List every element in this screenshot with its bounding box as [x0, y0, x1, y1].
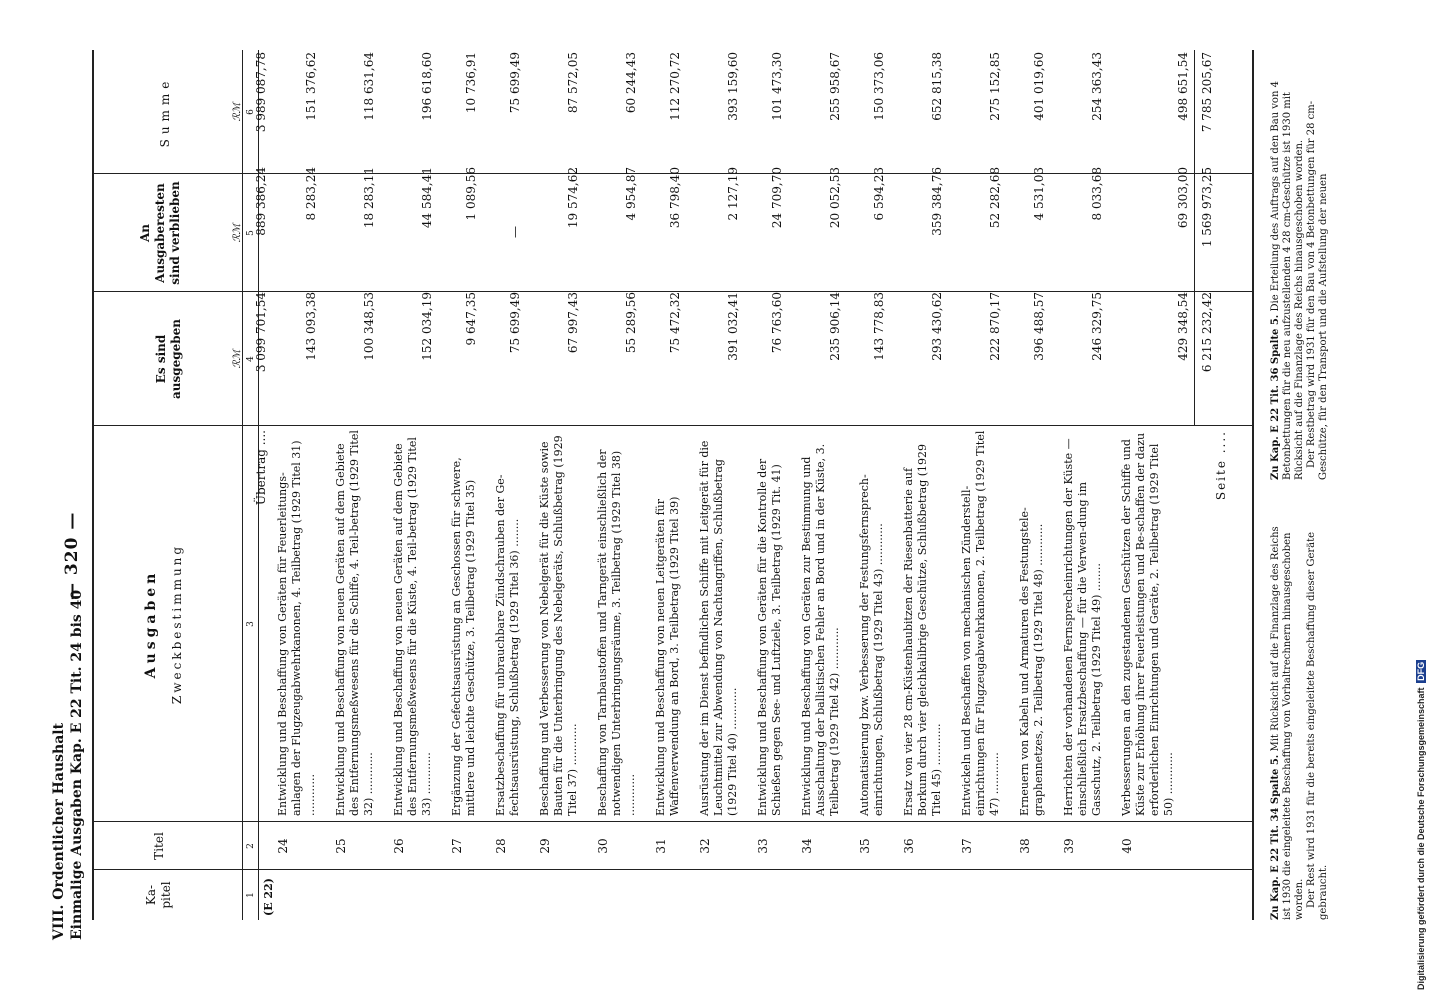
column-rule: [94, 821, 1252, 822]
row-verblieben: 8 283,24: [304, 167, 318, 221]
row-ausgegeben: 429 348,54: [1176, 292, 1190, 361]
row-ausgegeben: 55 289,56: [624, 292, 638, 354]
row-verblieben: —: [508, 226, 522, 238]
col-header-zweck: Zweckbestimmung: [170, 543, 184, 705]
uebertrag-label: Übertrag ....: [254, 430, 268, 506]
row-titel: 34: [800, 838, 814, 854]
column-number: 2: [246, 843, 256, 849]
row-titel: 35: [858, 838, 872, 854]
row-ausgegeben: 143 093,38: [304, 292, 318, 361]
row-description: Ersatzbeschaffung für unbrauchbare Zündschrauben der Ge-fechtsausrüstung, Schlußbetrag (1929 Titel 36) ........: [494, 474, 521, 816]
row-description: Automatisierung bzw. Verbesserung der Festungsfernsprech-einrichtungen, Schlußbetrag (1929 Titel 43) ............: [858, 474, 885, 816]
footnote-right-heading: Zu Kap. E 22 Tit. 36 Spalte 5.: [1270, 314, 1281, 480]
col-header-titel: Titel: [152, 832, 166, 860]
row-summe: 498 651,54: [1176, 52, 1190, 121]
footnote-left-text: Mit Rücksicht auf die Finanzlage des Reichs ist 1930 die eingeleitete Beschaffung von Vorhaltrechnern hinausgeschoben worden.: [1270, 526, 1305, 920]
row-ausgegeben: 9 647,35: [464, 292, 478, 346]
row-summe: 10 736,91: [464, 52, 478, 114]
column-number: 1: [246, 892, 256, 898]
row-verblieben: 69 303,00: [1176, 167, 1190, 229]
column-number: 6: [246, 109, 256, 115]
row-verblieben: 18 283,11: [362, 167, 376, 229]
credit-text: Digitalisierung gefördert durch die Deutsche Forschungsgemeinschaft: [1416, 687, 1426, 990]
row-description: Erneuern von Kabeln und Armaturen des Festungstele-graphennetzes, 2. Teilbetrag (1929 Titel 48) ............: [1018, 507, 1045, 816]
row-summe: 60 244,43: [624, 52, 638, 114]
row-verblieben: 359 384,76: [930, 167, 944, 236]
row-ausgegeben: 391 032,41: [726, 292, 740, 361]
row-description: Ergänzung der Gefechtsausrüstung an Geschossen für schwere, mittlere und leichte Geschütze, 3. Teilbetrag (1929 Titel 35): [450, 457, 477, 816]
dfg-logo: DFG: [1416, 661, 1426, 681]
page-header: [50, 590, 86, 940]
column-number: 5: [246, 230, 256, 236]
row-ausgegeben: 396 488,57: [1032, 292, 1046, 361]
row-description: Beschaffung von Tarnbaustoffen und Tarngerät einschließlich der notwendigen Unterbringungsräume, 3. Teilbetrag (1929 Titel 38) ............: [596, 449, 637, 816]
row-ausgegeben: 67 997,43: [566, 292, 580, 354]
row-ausgegeben: 100 348,53: [362, 292, 376, 361]
footnote-left-text2: Der Rest wird 1931 für die bereits eingeleitete Beschaffung dieser Geräte gebraucht.: [1306, 531, 1329, 920]
row-titel: 38: [1018, 838, 1032, 854]
uebertrag-verblieben: 889 386,24: [254, 167, 268, 236]
row-verblieben: 24 709,70: [770, 167, 784, 229]
column-rule: [94, 869, 1252, 870]
row-description: Entwicklung und Beschaffung von Geräten für die Kontrolle der Schießen gegen See- und Luftziele, 3. Teilbetrag (1929 Tit. 41): [756, 458, 783, 816]
row-ausgegeben: 246 329,75: [1090, 292, 1104, 361]
row-titel: 33: [756, 838, 770, 854]
row-titel: 37: [960, 838, 974, 854]
unit-label: ℛℳ: [232, 349, 243, 369]
row-description: Entwicklung und Beschaffung von neuen Geräten auf dem Gebiete des Entfernungsmeßwesens für die Küste, 4. Teil-betrag (1929 Titel 33) ............: [392, 437, 433, 816]
row-summe: 254 363,43: [1090, 52, 1104, 121]
footnote-right-text: Die Erteilung des Auftrags auf den Bau von 4 Betonbettungen für die neu aufzustellenden 4 28 cm-Geschütze ist 1930 mit Rücksicht auf die Finanzlage des Reichs hinausgeschoben worden.: [1270, 81, 1305, 480]
column-number: 3: [246, 621, 256, 627]
row-ausgegeben: 75 699,49: [508, 292, 522, 354]
footnote-right-text2: Der Restbetrag wird 1931 für den Bau von 4 Betonbettungen für 28 cm-Geschütze, für den Transport und die Aufstellung der neuen: [1306, 100, 1329, 480]
row-verblieben: 4 954,87: [624, 167, 638, 221]
row-summe: 255 958,67: [828, 52, 842, 121]
page-number: — 320 —: [62, 511, 82, 600]
row-verblieben: 8 033,68: [1090, 167, 1104, 221]
seite-verblieben: 1 569 973,25: [1200, 167, 1214, 248]
row-summe: 101 473,30: [770, 52, 784, 121]
row-description: Entwickeln und Beschaffen von mechanischen Zünderstell-einrichtungen für Flugzeugabwehrkanonen, 2. Teilbetrag (1929 Titel 47) ............: [960, 430, 1001, 816]
row-description: Verbesserungen an den zugestandenen Geschützen der Schiffe und Küste zur Erhöhung ihrer Feuerleistungen und Be-schaffen der dazu erforderlichen Einrichtungen und Geräte, 2. Teilbetrag (1929 Titel 50) ............: [1120, 432, 1175, 816]
row-summe: 112 270,72: [668, 52, 682, 121]
col-header-ausgaben: Ausgaben: [143, 569, 159, 679]
row-ausgegeben: 235 906,14: [828, 292, 842, 361]
footnote-right: [1270, 50, 1330, 480]
digitization-credit: [1416, 660, 1426, 990]
row-ausgegeben: 222 870,17: [988, 292, 1002, 361]
header-line1: VIII. Ordentlicher Haushalt: [51, 722, 67, 940]
row-description: Entwicklung und Beschaffung von Geräten zur Bestimmung und Ausschaltung der ballistischen Fehler an Bord und in der Küste, 3. Teilbetrag (1929 Titel 42) ............: [800, 443, 841, 816]
document-page: [20, 20, 1420, 980]
col-header-kapitel: Ka- pitel: [144, 881, 173, 909]
header-line2: Einmalige Ausgaben Kap. E 22 Tit. 24 bis 40: [69, 589, 85, 940]
row-summe: 87 572,05: [566, 52, 580, 114]
row-ausgegeben: 293 430,62: [930, 292, 944, 361]
kapitel-label: (E 22): [262, 878, 275, 916]
row-summe: 275 152,85: [988, 52, 1002, 121]
row-verblieben: 52 282,68: [988, 167, 1002, 229]
row-verblieben: 36 798,40: [668, 167, 682, 229]
row-summe: 151 376,62: [304, 52, 318, 121]
uebertrag-ausgegeben: 3 099 701,54: [254, 292, 268, 373]
row-titel: 36: [902, 838, 916, 854]
row-description: Herrichten der vorhandenen Fernsprecheinrichtungen der Küste — einschließlich Ersatzbeschaffung — für die Verwen-dung im Gasschutz, 2. Teilbetrag (1929 Titel 49) ........: [1062, 438, 1103, 816]
row-titel: 25: [334, 838, 348, 854]
row-titel: 28: [494, 838, 508, 854]
column-number: 4: [246, 356, 256, 362]
col-header-ausgegeben: Es sind ausgegeben: [154, 318, 183, 400]
row-verblieben: 20 052,53: [828, 167, 842, 229]
row-description: Entwicklung und Beschaffung von Geräten für Feuerleitungs-anlagen der Flugzeugabwehrkanonen, 4. Teilbetrag (1929 Titel 31) ............: [276, 440, 317, 816]
seite-label: Seite ....: [1214, 430, 1228, 501]
sum-rule: [1194, 50, 1195, 426]
row-description: Entwicklung und Beschaffung von neuen Leitgeräten für Waffenverwendung an Bord, 3. Teilbetrag (1929 Titel 39): [654, 496, 681, 816]
row-description: Beschaffung und Verbesserung von Nebelgerät für die Küste sowie Bauten für die Unterbringung des Nebelgeräts, Schlußbetrag (1929 Titel 37) ............: [538, 435, 579, 816]
seite-summe: 7 785 205,67: [1200, 52, 1214, 133]
row-titel: 30: [596, 838, 610, 854]
row-titel: 31: [654, 838, 668, 854]
footnote-left: [1270, 520, 1330, 920]
row-summe: 196 618,60: [420, 52, 434, 121]
footnote-left-heading: Zu Kap. E 22 Tit. 34 Spalte 5.: [1270, 754, 1281, 920]
row-ausgegeben: 143 778,83: [872, 292, 886, 361]
row-description: Ersatz von vier 28 cm-Küstenhaubitzen der Riesenbatterie auf Borkum durch vier gleichkalibrige Geschütze, Schlußbetrag (1929 Titel 45) ............: [902, 443, 943, 816]
col-header-summe: Summe: [158, 76, 172, 148]
row-summe: 75 699,49: [508, 52, 522, 114]
col-header-verblieben: An Ausgaberesten sind verblieben: [138, 181, 182, 285]
seite-ausgegeben: 6 215 232,42: [1200, 292, 1214, 373]
expense-table: [92, 50, 1254, 920]
row-ausgegeben: 152 034,19: [420, 292, 434, 361]
row-titel: 24: [276, 838, 290, 854]
row-verblieben: 6 594,23: [872, 167, 886, 221]
column-rule: [94, 425, 1252, 426]
row-titel: 27: [450, 838, 464, 854]
row-titel: 39: [1062, 838, 1076, 854]
unit-label: ℛℳ: [232, 102, 243, 122]
row-verblieben: 4 531,03: [1032, 167, 1046, 221]
row-summe: 118 631,64: [362, 52, 376, 121]
row-titel: 26: [392, 838, 406, 854]
row-summe: 401 019,60: [1032, 52, 1046, 121]
uebertrag-summe: 3 989 087,78: [254, 52, 268, 133]
row-description: Entwicklung und Beschaffung von neuen Geräten auf dem Gebiete des Entfernungsmeßwesens für die Schiffe, 4. Teil-betrag (1929 Titel 32) ............: [334, 430, 375, 816]
row-summe: 652 815,38: [930, 52, 944, 121]
row-verblieben: 1 089,56: [464, 167, 478, 221]
row-ausgegeben: 75 472,32: [668, 292, 682, 354]
row-titel: 29: [538, 838, 552, 854]
row-verblieben: 44 584,41: [420, 167, 434, 229]
row-ausgegeben: 76 763,60: [770, 292, 784, 354]
row-verblieben: 2 127,19: [726, 167, 740, 221]
row-verblieben: 19 574,62: [566, 167, 580, 229]
row-summe: 393 159,60: [726, 52, 740, 121]
row-summe: 150 373,06: [872, 52, 886, 121]
row-titel: 40: [1120, 838, 1134, 854]
row-description: Ausrüstung der im Dienst befindlichen Schiffe mit Leitgerät für die Leuchtmittel zur Abwendung von Nachtangriffen, Schlußbetrag (1929 Titel 40) ............: [698, 440, 739, 816]
unit-label: ℛℳ: [232, 223, 243, 243]
row-titel: 32: [698, 838, 712, 854]
